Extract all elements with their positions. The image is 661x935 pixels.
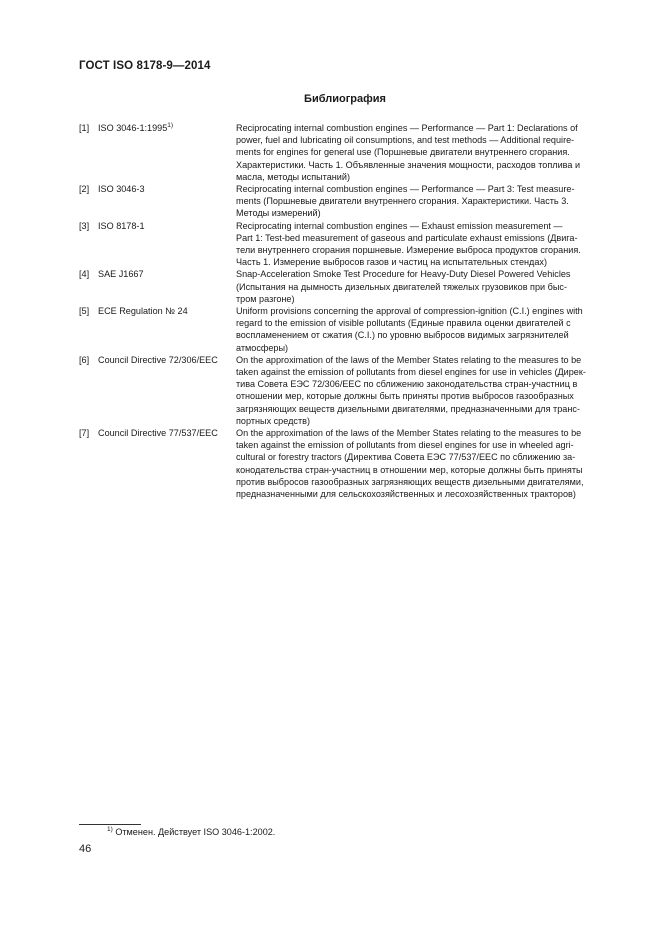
- reference-code: [98, 354, 236, 427]
- reference-description-line: Reciprocating internal combustion engines — Performance — Part 1: Declarations of: [236, 123, 578, 133]
- reference-number: [4]: [79, 269, 90, 280]
- reference-description-line: Part 1: Test-bed measurement of gaseous and particulate exhaust emissions (Двига-: [236, 232, 578, 243]
- footnote: [107, 827, 275, 837]
- footnote-divider: [79, 824, 141, 825]
- reference-number: [5]: [79, 306, 90, 317]
- reference-item: [79, 122, 615, 183]
- reference-code-text: ISO 3046-1:1995: [98, 123, 168, 133]
- reference-description: [236, 220, 615, 269]
- reference-item: [79, 220, 615, 269]
- reference-description-line: On the approximation of the laws of the Member States relating to the measures to be: [236, 428, 582, 439]
- reference-description: [236, 305, 615, 354]
- reference-code-text: ISO 3046-3: [98, 184, 145, 195]
- page-number: 46: [79, 843, 92, 855]
- reference-code-text: SAE J1667: [98, 269, 144, 280]
- reference-description-line: power, fuel and lubricating oil consumptions, and test methods — Additional require-: [236, 135, 575, 146]
- reference-description-line: ments for engines for general use (Поршневые двигатели внутреннего сгорания.: [236, 147, 570, 158]
- reference-item: [79, 354, 615, 427]
- reference-description-line: regard to the emission of visible pollutants (Единые правила оценки двигателей с: [236, 318, 571, 329]
- reference-description: [236, 183, 615, 220]
- reference-description-line: Reciprocating internal combustion engines — Performance — Part 3: Test measure-: [236, 184, 575, 195]
- document-header: ГОСТ ISO 8178-9—2014: [79, 60, 211, 72]
- reference-description-line: Методы измерений): [236, 208, 321, 219]
- reference-description-line: Uniform provisions concerning the approval of compression-ignition (C.I.) engines with: [236, 306, 583, 317]
- reference-code-text: Council Directive 72/306/EEC: [98, 354, 218, 365]
- reference-item: [79, 305, 615, 354]
- reference-description-line: масла, методы испытаний): [236, 171, 350, 182]
- section-title: Библиография: [304, 93, 386, 105]
- reference-code: [98, 427, 236, 500]
- reference-number: [6]: [79, 354, 90, 365]
- reference-description-line: тели внутреннего сгорания поршневые. Измерение выброса продуктов сгорания.: [236, 245, 581, 256]
- reference-description-line: против выбросов газообразных загрязняющих веществ дизельными двигателями,: [236, 476, 584, 487]
- footnote-marker: 1): [107, 826, 113, 833]
- footnote-text: Отменен. Действует ISO 3046-1:2002.: [115, 827, 276, 837]
- reference-description-line: On the approximation of the laws of the Member States relating to the measures to be: [236, 354, 582, 365]
- reference-description-line: Snap-Acceleration Smoke Test Procedure for Heavy-Duty Diesel Powered Vehicles: [236, 269, 571, 280]
- reference-description: [236, 354, 615, 427]
- reference-number: [3]: [79, 220, 90, 231]
- reference-description-line: Reciprocating internal combustion engines — Exhaust emission measurement —: [236, 220, 563, 231]
- reference-item: [79, 427, 615, 500]
- reference-description: [236, 268, 615, 305]
- reference-code-text: ECE Regulation № 24: [98, 306, 188, 317]
- reference-code-text: Council Directive 77/537/EEC: [98, 428, 218, 439]
- reference-description-line: загрязняющих веществ дизельными двигателями, предназначенными для транс-: [236, 403, 580, 414]
- reference-number: [1]: [79, 123, 90, 133]
- reference-code: [98, 122, 236, 183]
- reference-description-line: конодательства стран-участниц в отношении мер, которые должны быть приняты: [236, 464, 583, 475]
- reference-description-line: атмосферы): [236, 342, 289, 353]
- reference-description: [236, 122, 615, 183]
- reference-description-line: (Испытания на дымность дизельных двигателей тяжелых грузовиков при быс-: [236, 281, 567, 292]
- reference-description-line: cultural or forestry tractors (Директива Совета ЕЭС 77/537/EEC по сближению за-: [236, 452, 576, 463]
- reference-item: [79, 183, 615, 220]
- footnote-reference-marker: 1): [167, 122, 174, 129]
- reference-description-line: тром разгоне): [236, 293, 295, 304]
- reference-description-line: тива Совета ЕЭС 72/306/EEC по сближению законодательства стран-участниц в: [236, 379, 578, 390]
- reference-description-line: taken against the emission of pollutants from diesel engines for use in vehicles (Дирек-: [236, 367, 586, 378]
- reference-description-line: ments (Поршневые двигатели внутреннего сгорания. Характеристики. Часть 3.: [236, 196, 569, 207]
- reference-number: [2]: [79, 184, 90, 195]
- reference-description-line: taken against the emission of pollutants from diesel engines for use in wheeled agri-: [236, 440, 574, 451]
- reference-description-line: отношении мер, которые должны быть приняты против выбросов газообразных: [236, 391, 574, 402]
- reference-code: [98, 183, 236, 220]
- reference-item: [79, 268, 615, 305]
- reference-code-text: ISO 8178-1: [98, 220, 145, 231]
- reference-description-line: портных средств): [236, 415, 310, 426]
- reference-code: [98, 268, 236, 305]
- bibliography-list: [79, 122, 615, 500]
- reference-number: [7]: [79, 428, 90, 439]
- reference-description-line: предназначенными для сельскохозяйственных и лесохозяйственных тракторов): [236, 489, 576, 500]
- reference-code: [98, 220, 236, 269]
- reference-code: [98, 305, 236, 354]
- reference-description: [236, 427, 615, 500]
- reference-description-line: воспламенением от сжатия (C.I.) по уровню выбросов видимых загрязнителей: [236, 330, 569, 341]
- reference-description-line: Часть 1. Измерение выбросов газов и частиц на испытательных стендах): [236, 257, 547, 268]
- reference-description-line: Характеристики. Часть 1. Объявленные значения мощности, расходов топлива и: [236, 159, 581, 170]
